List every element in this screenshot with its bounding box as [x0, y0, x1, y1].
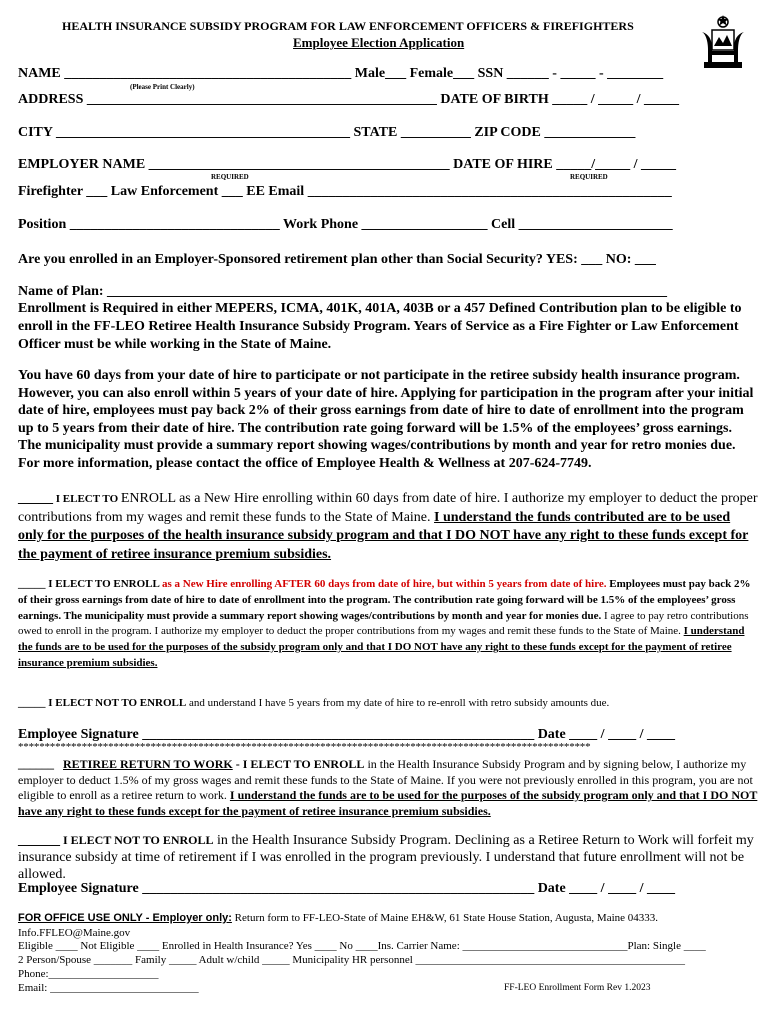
office-coverage-line[interactable]: 2 Person/Spouse _______ Family _____ Adult w/child _____ Municipality HR personnel _________________________________________________ — [18, 954, 686, 966]
option1-blank[interactable]: _____ — [18, 491, 53, 506]
retiree-elect: - I ELECT TO ENROLL — [232, 757, 365, 771]
office-use-line — [18, 912, 658, 924]
retiree-not-elect: I ELECT NOT TO ENROLL — [60, 833, 214, 847]
form-title: HEALTH INSURANCE SUBSIDY PROGRAM FOR LAW ENFORCEMENT OFFICERS & FIREFIGHTERS — [62, 19, 634, 33]
name-ssn-line[interactable]: NAME _________________________________________ Male___ Female___ SSN ______ - _____ - ________ — [18, 66, 664, 81]
employee-signature-2[interactable]: Employee Signature ________________________________________________________ Date ____ / ____ / ____ — [18, 881, 675, 896]
office-phone-line[interactable]: Phone:____________________ — [18, 968, 159, 980]
retiree-return-section — [18, 757, 758, 819]
option3-text: and understand I have 5 years from my date of hire to re-enroll with retro subsidy amounts due. — [186, 697, 610, 709]
name-hint: (Please Print Clearly) — [130, 83, 195, 91]
option-not-enroll — [18, 696, 758, 711]
retirement-plan-question[interactable]: Are you enrolled in an Employer-Sponsored retirement plan other than Social Security? YES: ___ NO: ___ — [18, 252, 656, 267]
separator-stars: ************************************************************************************************************ — [18, 741, 591, 753]
retiree-understand: I understand the funds are to be used for the purposes of the subsidy program only and that I DO NOT have any right to these funds except for the payment of retiree insurance premium subsidies. — [18, 788, 758, 818]
office-email: Info.FFLEO@Maine.gov — [18, 927, 131, 939]
option-enroll-after-60-days — [18, 577, 758, 672]
employer-required-note: REQUIRED — [211, 173, 249, 181]
form-revision: FF-LEO Enrollment Form Rev 1.2023 — [504, 983, 651, 993]
hire-required-note: REQUIRED — [570, 173, 608, 181]
position-phone-line[interactable]: Position ______________________________ Work Phone __________________ Cell ______________________ — [18, 217, 673, 232]
retiree-not-enroll-section — [18, 832, 758, 883]
option2-plain-text: I agree to pay retro contributions owed to enroll in the program. I authorize my employer to deduct the proper contributions from my wages and remit these funds to the State of Maine. — [18, 609, 749, 638]
retiree-not-blank[interactable]: ______ — [18, 833, 60, 848]
office-eligibility-line[interactable]: Eligible ____ Not Eligible ____ Enrolled in Health Insurance? Yes ____ No ____Ins. Carrier Name: ______________________________Plan: Single ____ — [18, 940, 706, 952]
option-enroll-new-hire — [18, 490, 758, 564]
city-state-zip-line[interactable]: CITY __________________________________________ STATE __________ ZIP CODE _____________ — [18, 125, 636, 140]
enrollment-requirement-text: Enrollment is Required in either MEPERS, ICMA, 401K, 401A, 403B or a 457 Defined Contribution plan to be eligible to enroll in the FF-LEO Retiree Health Insurance Subsidy Program. Years of Service as a Fire Fighter or Law Enforcement Officer must be while working in the State of Maine. — [18, 301, 742, 352]
office-use-label: FOR OFFICE USE ONLY - Employer only: — [18, 912, 232, 924]
option2-bold-text: Employees must pay back 2% of their gross earnings from date of hire to date of enrollment into the program. The contribution rate going forward will be 1.5% of the employees’ gross earnings. The municipality must provide a summary report showing wages/contributions by month and year for monies due. — [18, 578, 751, 622]
address-dob-line[interactable]: ADDRESS __________________________________________________ DATE OF BIRTH _____ / _____ / _____ — [18, 92, 680, 107]
retiree-title: RETIREE RETURN TO WORK — [63, 757, 233, 771]
office-email-line[interactable]: Email: ___________________________ — [18, 982, 199, 994]
option1-text: ENROLL as a New Hire enrolling within 60 days from date of hire. I authorize my employer to deduct the proper contributions from my wages and remit these funds to the State of Maine. — [18, 491, 758, 525]
option2-understand: I understand the funds are to be used for the purposes of the subsidy program only and that I DO NOT have any right to these funds except for the payment of retiree insurance premium subsidies. — [18, 625, 745, 669]
state-of-maine-seal-icon — [698, 12, 748, 74]
employee-signature-1[interactable]: Employee Signature ________________________________________________________ Date ____ / ____ / ____ — [18, 727, 675, 742]
option2-red-text: as a New Hire enrolling AFTER 60 days from date of hire, but within 5 years from date of hire. — [159, 578, 607, 590]
sixty-days-info: You have 60 days from your date of hire to participate or not participate in the retiree subsidy health insurance program. However, you can also enroll within 5 years of your date of hire. Applying for participation in the program after your initial date of hire, employees must pay back 2% of their gross earnings from date of hire to date of enrollment into the program up to 5 years from their date of hire. The contribution rate going forward will be 1.5% of the employees’ gross earnings. The municipality must provide a summary report showing wages/contributions by month and year for retro monies due. For more information, please contact the office of Employee Health & Wellness at 207-624-7749. — [18, 368, 754, 471]
retiree-blank[interactable]: ______ — [18, 757, 54, 771]
employer-hire-line[interactable]: EMPLOYER NAME ___________________________________________ DATE OF HIRE _____/_____ / _____ — [18, 157, 677, 172]
option1-understand: I understand the funds contributed are to be used only for the purposes of the health insurance subsidy program and that I DO NOT have any right to these funds except for the payment of retiree insurance premium subsidies. — [18, 509, 749, 562]
option2-blank[interactable]: _____ — [18, 578, 46, 590]
office-return-address: Return form to FF-LEO-State of Maine EH&W, 61 State House Station, Augusta, Maine 04333. — [231, 912, 659, 924]
option2-elect: I ELECT TO ENROLL — [45, 578, 160, 590]
retiree-text: in the Health Insurance Subsidy Program and by signing below, I authorize my employer to deduct 1.5% of my gross wages and remit these funds to the State of Maine. If you were not previously enrolled in this program, you are not eligible to enroll as a retiree return to work. — [18, 757, 753, 803]
option1-elect: I ELECT TO — [53, 493, 121, 505]
option3-elect: I ELECT NOT TO ENROLL — [45, 697, 187, 709]
retiree-not-text: in the Health Insurance Subsidy Program. Declining as a Retiree Return to Work will forfeit my insurance subsidy at time of retirement if I was enrolled in the program previously. I understand that future enrollment will not be allowed. — [18, 833, 754, 882]
role-email-line[interactable]: Firefighter ___ Law Enforcement ___ EE Email ____________________________________________________ — [18, 184, 672, 199]
plan-name-line[interactable]: Name of Plan: ________________________________________________________________________________ — [18, 284, 668, 299]
form-subtitle: Employee Election Application — [293, 35, 465, 50]
option3-blank[interactable]: _____ — [18, 697, 46, 709]
